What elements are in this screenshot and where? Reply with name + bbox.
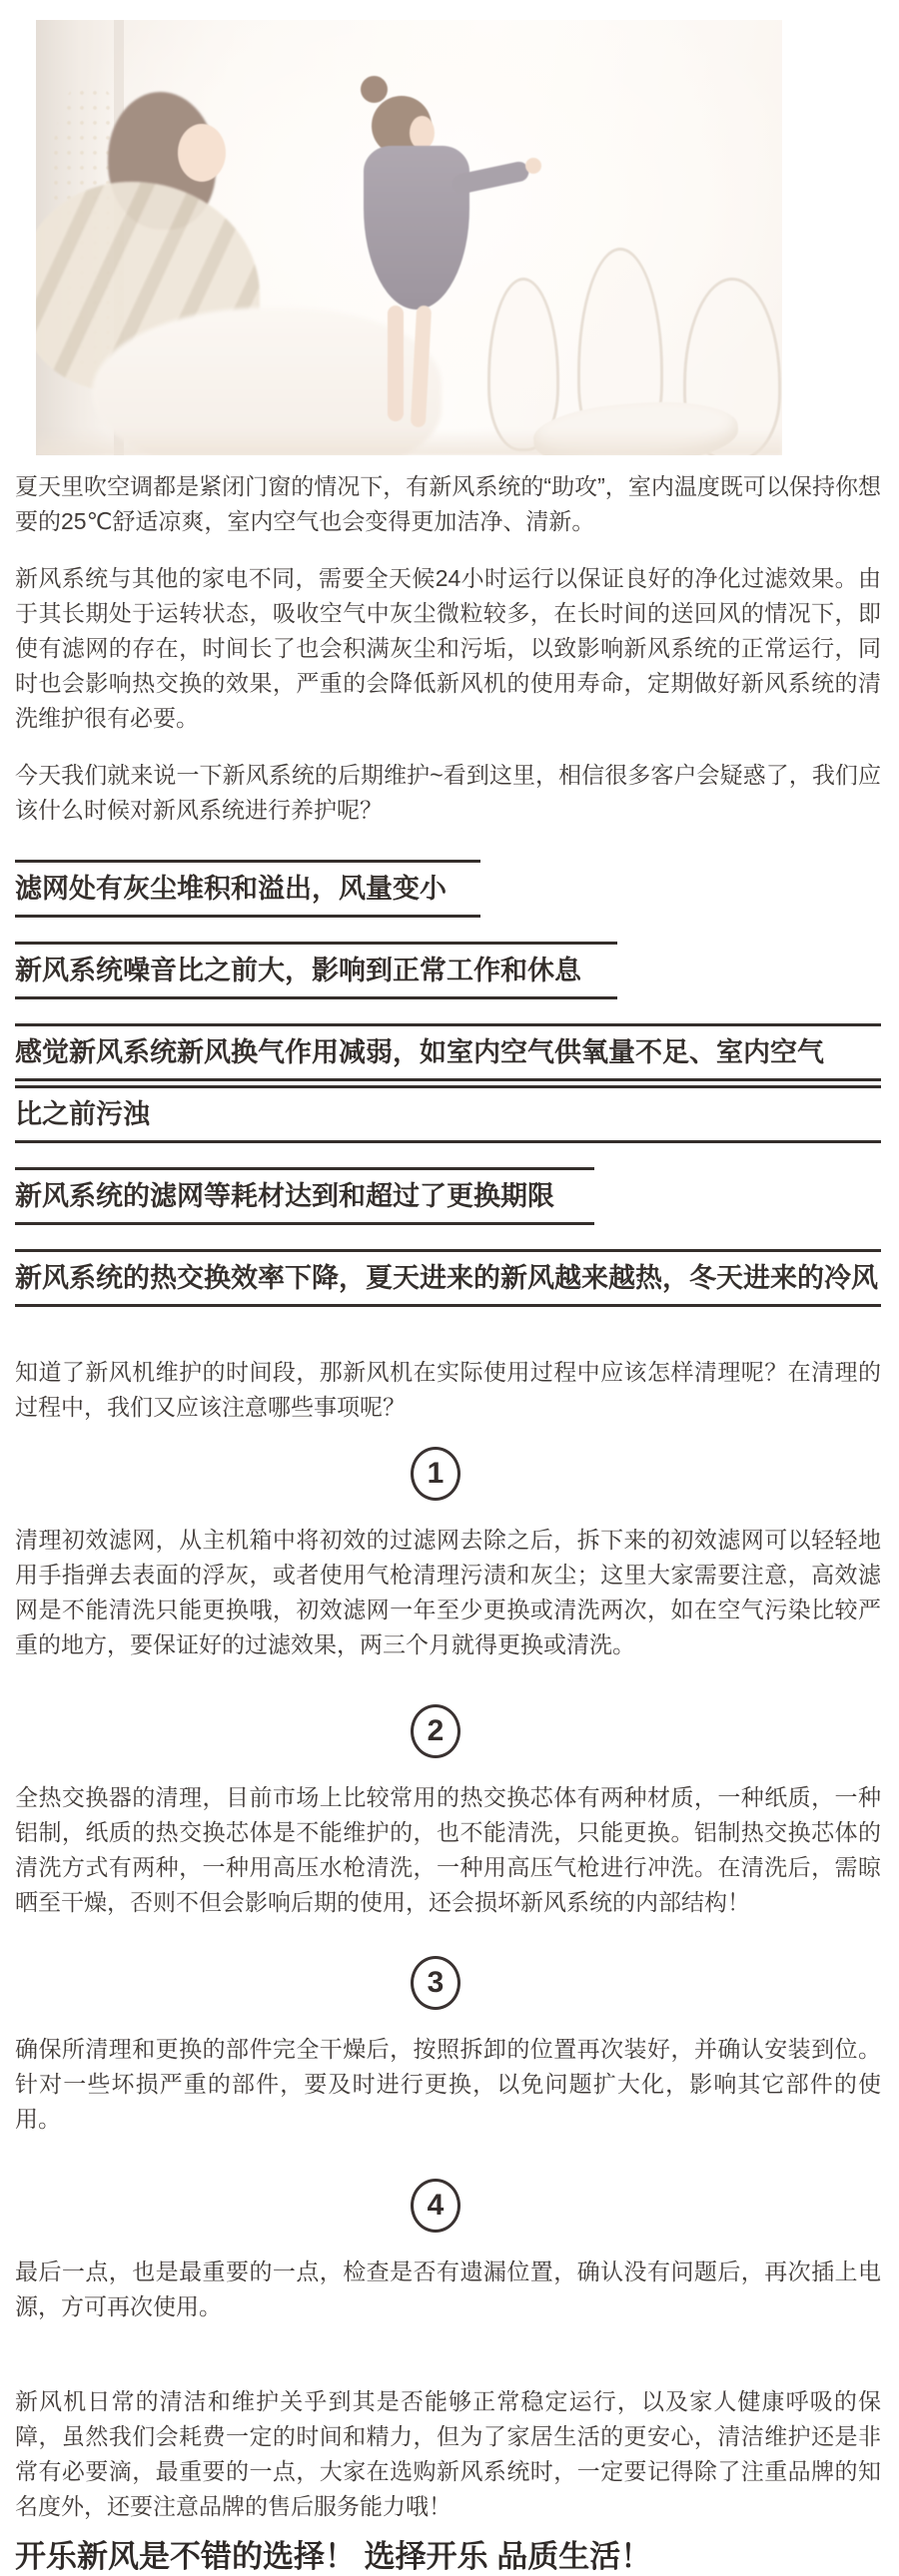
symptom-heading-list [15,860,881,1307]
intro-paragraph-1: 夏天里吹空调都是紧闭门窗的情况下，有新风系统的“助攻”，室内温度既可以保持你想要的25℃舒适凉爽，室内空气也会变得更加洁净、清新。 [15,473,881,534]
step-number-circle-1: 1 [411,1447,460,1501]
closing-slogan: 开乐新风是不错的选择！ 选择开乐 品质生活！ [15,2539,652,2574]
symptom-heading-noise: 新风系统噪音比之前大，影响到正常工作和休息 [15,942,617,999]
step-text-2: 全热交换器的清理，目前市场上比较常用的热交换芯体有两种材质，一种纸质，一种铝制，纸质的热交换芯体是不能维护的，也不能清洗，只能更换。铝制热交换芯体的清洗方式有两种，一种用高压水枪清洗，一种用高压气枪进行冲洗。在清洗后，需晾晒至干燥，否则不但会影响后期的使用，还会损坏新风系统的内部结构！ [15,1784,881,1915]
step-number-circle-3: 3 [411,1956,460,2010]
outro-paragraph: 新风机日常的清洁和维护关乎到其是否能够正常稳定运行，以及家人健康呼吸的保障，虽然我们会耗费一定的时间和精力，但为了家居生活的更安心，清洁维护还是非常有必要滴，最重要的一点，大家在选购新风系统时，一定要记得除了注重品牌的知名度外，还要注意品牌的售后服务能力哦！ [15,2388,881,2519]
article-body [0,469,899,2576]
symptom-heading-filter-dust: 滤网处有灰尘堆积和溢出，风量变小 [15,860,480,918]
step-number-circle-2: 2 [411,1704,460,1758]
hero-photo [36,20,782,455]
symptom-heading-air-exchange-line2: 比之前污浊 [15,1085,881,1143]
transition-paragraph: 知道了新风机维护的时间段，那新风机在实际使用过程中应该怎样清理呢？在清理的过程中，我们又应该注意哪些事项呢？ [15,1359,881,1420]
step-text-1: 清理初效滤网，从主机箱中将初效的过滤网去除之后，拆下来的初效滤网可以轻轻地用手指弹去表面的浮灰，或者使用气枪清理污渍和灰尘；这里大家需要注意，高效滤网是不能清洗只能更换哦，初效滤网一年至少更换或清洗两次，如在空气污染比较严重的地方，要保证好的过滤效果，两三个月就得更换或清洗。 [15,1527,881,1657]
symptom-heading-consumables-expired: 新风系统的滤网等耗材达到和超过了更换期限 [15,1167,594,1225]
intro-paragraph-3: 今天我们就来说一下新风系统的后期维护~看到这里，相信很多客户会疑惑了，我们应该什么时候对新风系统进行养护呢？ [15,762,881,823]
symptom-heading-air-exchange-line1: 感觉新风系统新风换气作用减弱，如室内空气供氧量不足、室内空气 [15,1023,881,1081]
step-text-4: 最后一点，也是最重要的一点，检查是否有遗漏位置，确认没有问题后，再次插上电源，方可再次使用。 [15,2258,881,2319]
symptom-heading-heat-exchange: 新风系统的热交换效率下降，夏天进来的新风越来越热，冬天进来的冷风 [15,1249,881,1307]
intro-paragraph-2: 新风系统与其他的家电不同，需要全天候24小时运行以保证良好的净化过滤效果。由于其长期处于运转状态，吸收空气中灰尘微粒较多，在长时间的送回风的情况下，即使有滤网的存在，时间长了也会积满灰尘和污垢，以致影响新风系统的正常运行，同时也会影响热交换的效果，严重的会降低新风机的使用寿命，定期做好新风系统的清洗维护很有必要。 [15,565,881,731]
step-number-circle-4: 4 [411,2179,460,2233]
photo-haze-overlay [36,20,782,455]
step-text-3: 确保所清理和更换的部件完全干燥后，按照拆卸的位置再次装好，并确认安装到位。针对一些坏损严重的部件，要及时进行更换，以免问题扩大化，影响其它部件的使用。 [15,2036,881,2132]
